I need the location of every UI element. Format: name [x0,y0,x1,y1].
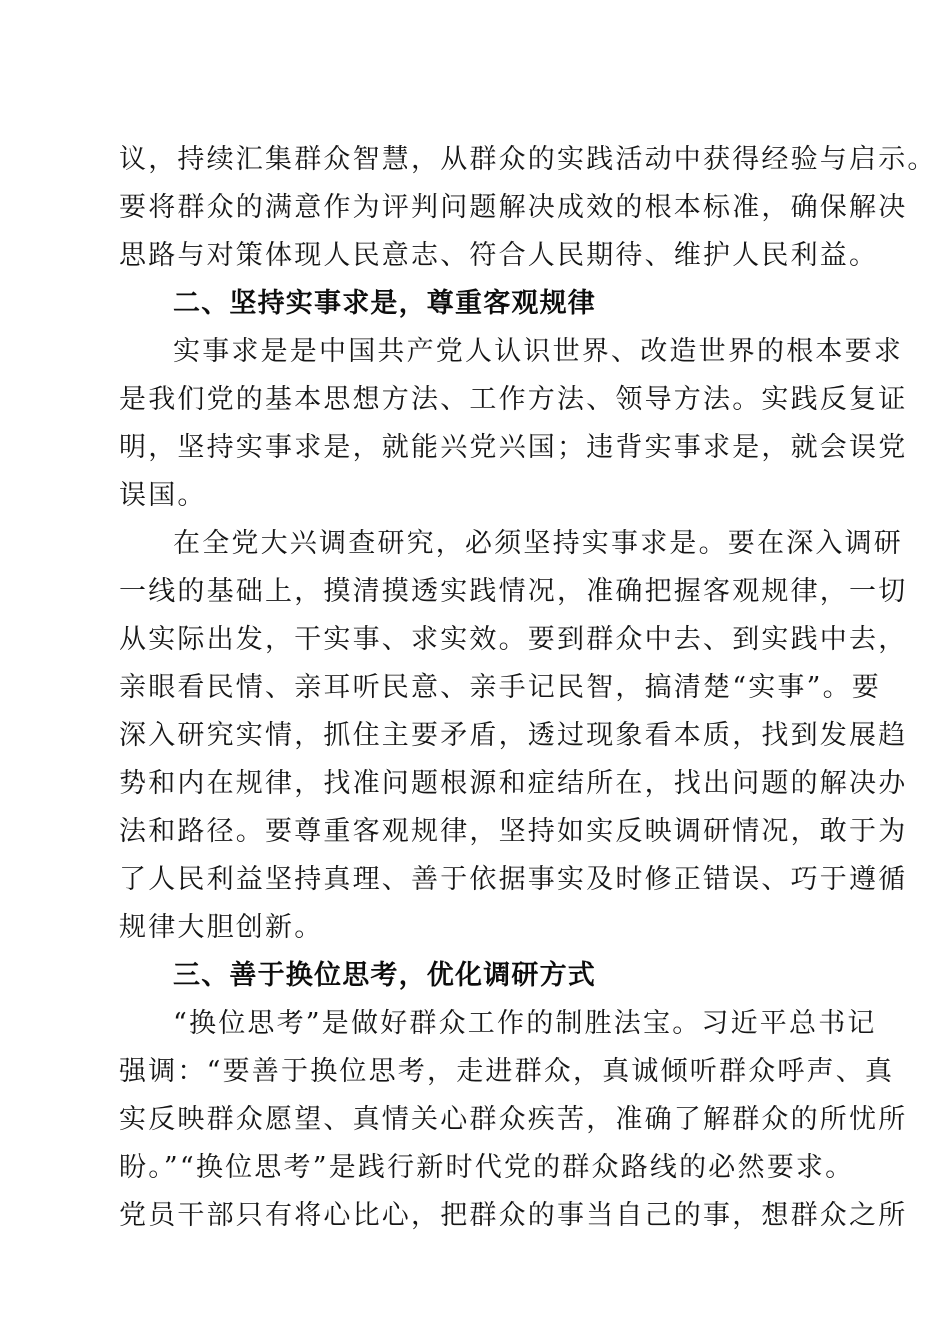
text-line: 了人民利益坚持真理、善于依据事实及时修正错误、巧于遵循 [119,864,908,895]
text-line: 党员干部只有将心比心，把群众的事当自己的事，想群众之所 [119,1200,908,1231]
text-line: 误国。 [119,480,207,511]
text-line: 议，持续汇集群众智慧，从群众的实践活动中获得经验与启示。 [119,144,937,175]
text-line: 深入研究实情，抓住主要矛盾，透过现象看本质，找到发展趋 [119,720,908,751]
text-line: 势和内在规律，找准问题根源和症结所在，找出问题的解决办 [119,768,908,799]
text-line: 是我们党的基本思想方法、工作方法、领导方法。实践反复证 [119,384,908,415]
text-line: 要将群众的满意作为评判问题解决成效的根本标准，确保解决 [119,192,908,223]
text-line: 从实际出发，干实事、求实效。要到群众中去、到实践中去， [119,624,908,655]
text-line: 实事求是是中国共产党人认识世界、改造世界的根本要求 [173,336,903,367]
text-line: 明，坚持实事求是，就能兴党兴国；违背实事求是，就会误党 [119,432,908,463]
section-heading-2: 二、坚持实事求是，尊重客观规律 [173,288,596,319]
section-heading-3: 三、善于换位思考，优化调研方式 [173,960,596,991]
text-line: 规律大胆创新。 [119,912,324,943]
text-line: 思路与对策体现人民意志、符合人民期待、维护人民利益。 [119,240,879,271]
text-line: “换位思考”是做好群众工作的制胜法宝。习近平总书记 [173,1008,877,1039]
text-line: 亲眼看民情、亲耳听民意、亲手记民智，搞清楚“实事”。要 [119,672,882,703]
text-line: 一线的基础上，摸清摸透实践情况，准确把握客观规律，一切 [119,576,908,607]
text-line: 在全党大兴调查研究，必须坚持实事求是。要在深入调研 [173,528,903,559]
document-body [119,136,937,1240]
text-line: 实反映群众愿望、真情关心群众疾苦，准确了解群众的所忧所 [119,1104,908,1135]
text-line: 强调：“要善于换位思考，走进群众，真诚倾听群众呼声、真 [119,1056,895,1087]
text-line: 法和路径。要尊重客观规律，坚持如实反映调研情况，敢于为 [119,816,908,847]
text-line: 盼。”“换位思考”是践行新时代党的群众路线的必然要求。 [119,1152,855,1183]
